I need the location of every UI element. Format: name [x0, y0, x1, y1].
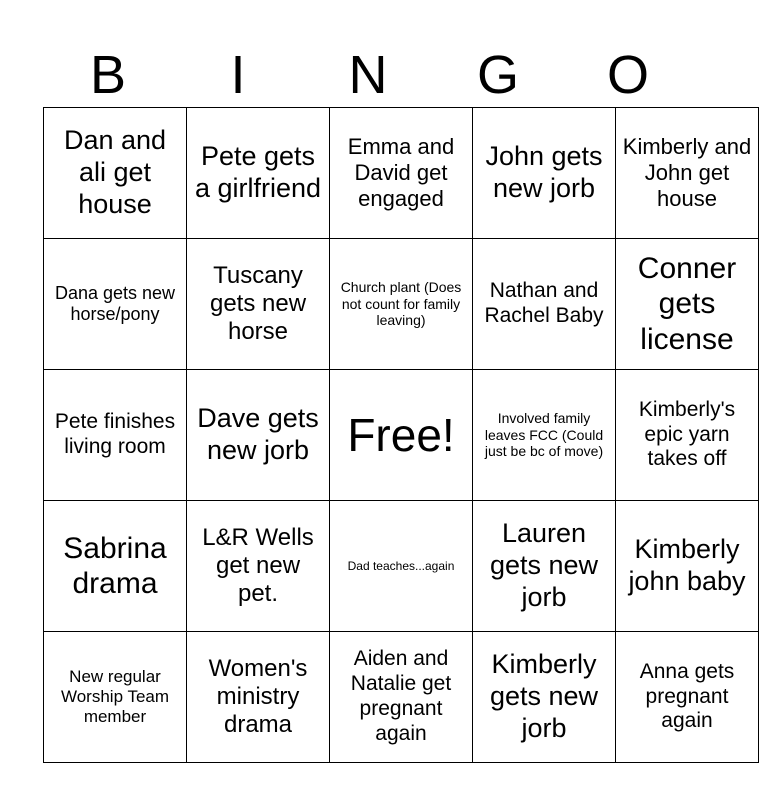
bingo-square[interactable]: Involved family leaves FCC (Could just be bc of move) — [473, 370, 616, 501]
bingo-square[interactable]: Lauren gets new jorb — [473, 501, 616, 632]
bingo-square[interactable]: Aiden and Natalie get pregnant again — [330, 632, 473, 763]
bingo-square[interactable]: New regular Worship Team member — [44, 632, 187, 763]
bingo-square[interactable]: John gets new jorb — [473, 108, 616, 239]
bingo-square[interactable]: Pete finishes living room — [44, 370, 187, 501]
bingo-square[interactable]: Kimberly's epic yarn takes off — [616, 370, 759, 501]
bingo-square[interactable]: Dad teaches...again — [330, 501, 473, 632]
bingo-square[interactable]: Kimberly gets new jorb — [473, 632, 616, 763]
header-letter-o: O — [606, 45, 649, 105]
bingo-square[interactable]: Pete gets a girlfriend — [187, 108, 330, 239]
free-square[interactable]: Free! — [330, 370, 473, 501]
board-row — [44, 108, 759, 239]
bingo-square[interactable]: L&R Wells get new pet. — [187, 501, 330, 632]
bingo-header — [43, 44, 693, 106]
bingo-square[interactable]: Kimberly and John get house — [616, 108, 759, 239]
bingo-square[interactable]: Dana gets new horse/pony — [44, 239, 187, 370]
bingo-square[interactable]: Women's ministry drama — [187, 632, 330, 763]
bingo-square[interactable]: Dave gets new jorb — [187, 370, 330, 501]
bingo-square[interactable]: Kimberly john baby — [616, 501, 759, 632]
header-letter-i: I — [230, 45, 246, 105]
board-row — [44, 632, 759, 763]
bingo-square[interactable]: Emma and David get engaged — [330, 108, 473, 239]
bingo-square[interactable]: Conner gets license — [616, 239, 759, 370]
header-letter-b: B — [89, 45, 127, 105]
board-row — [44, 370, 759, 501]
bingo-square[interactable]: Dan and ali get house — [44, 108, 187, 239]
bingo-square[interactable]: Church plant (Does not count for family leaving) — [330, 239, 473, 370]
header-letter-n: N — [348, 45, 388, 105]
bingo-square[interactable]: Nathan and Rachel Baby — [473, 239, 616, 370]
board-row — [44, 239, 759, 370]
header-letter-g: G — [476, 45, 519, 105]
bingo-square[interactable]: Sabrina drama — [44, 501, 187, 632]
bingo-square[interactable]: Tuscany gets new horse — [187, 239, 330, 370]
board-row — [44, 501, 759, 632]
bingo-board — [43, 107, 759, 763]
bingo-square[interactable]: Anna gets pregnant again — [616, 632, 759, 763]
